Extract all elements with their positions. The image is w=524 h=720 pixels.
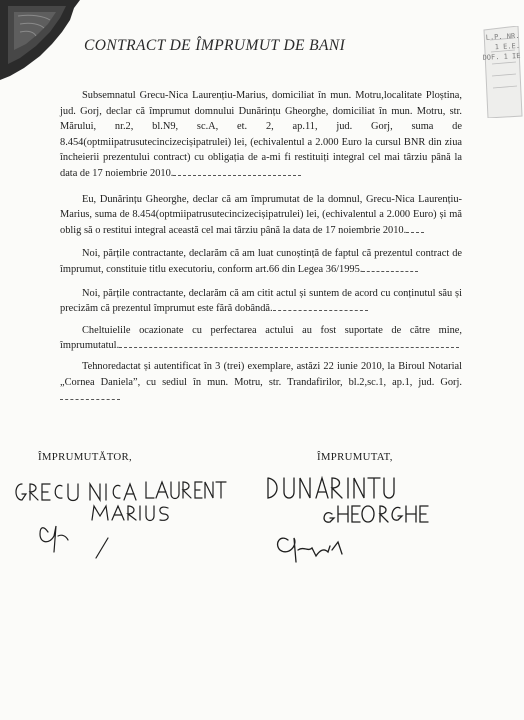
filler-line [119, 339, 459, 348]
paragraph-loan-declaration [60, 88, 462, 182]
filler-line [173, 167, 301, 176]
paragraph-borrower-declaration-text: Eu, Dunărințu Gheorghe, declar că am împrumutat de la domnul, Grecu-Nica Laurențiu-Marius, suma de 8.454(optmiipatrusutecincizecișipatrulei) lei, (echivalentul a 2.000 Euro) și mă oblig să o restitui integral această cel mai târziu până la data de 17 noiembrie 2010. [60, 193, 462, 236]
paragraph-expenses-text: Cheltuielile ocazionate cu perfectarea actului au fost suportate de către mine, împrumutatul. [60, 324, 462, 352]
filler-line [406, 224, 424, 233]
filler-line [60, 391, 120, 400]
paragraph-authentication [60, 359, 462, 406]
paragraph-expenses [60, 323, 462, 354]
filler-line [273, 302, 368, 311]
paragraph-enforceable-title [60, 246, 462, 277]
side-stamp-text: L.P. NR. 1 E.E. DOF. 1 IE [482, 31, 521, 62]
document-title: CONTRACT DE ÎMPRUMUT DE BANI [84, 37, 346, 54]
lender-handwritten-name [8, 474, 228, 564]
paragraph-authentication-text: Tehnoredactat și autentificat în 3 (trei) exemplare, astăzi 22 iunie 2010, la Biroul Notarial „Cornea Daniela”, cu sediul în mun. Motru, str. Trandafirilor, bl.2,sc.1, ap.1, jud. Gorj. [60, 360, 462, 388]
paragraph-borrower-declaration [60, 192, 462, 239]
borrower-signature-label: ÎMPRUMUTAT, [317, 451, 393, 463]
paragraph-enforceable-title-text: Noi, părțile contractante, declarăm că am luat cunoștință de faptul că prezentul contract de împrumut, constituie titlu executoriu, conform art.66 din Legea 36/1995. [60, 248, 462, 275]
filler-line [362, 263, 418, 272]
paragraph-no-interest-text: Noi, părțile contractante, declarăm că am citit actul și suntem de acord cu conținutul său și precizăm că prezentul împrumut este fără dobândă. [60, 287, 462, 315]
borrower-handwritten-name [258, 470, 448, 570]
lender-signature-label: ÎMPRUMUTĂTOR, [38, 451, 132, 463]
paragraph-loan-declaration-text: Subsemnatul Grecu-Nica Laurențiu-Marius, domiciliat în mun. Motru,localitate Ploștina, jud. Gorj, declar că împrumut domnului Dunărințu Gheorghe, domiciliat în mun. Motru, str. Mărului, nr.2, bl.N9, sc.A, et. 2, ap.11, jud. Gorj, suma de 8.454(optmiipatrusutecincizecișipatrulei) lei, (echivalentul a 2.000 Euro la cursul BNR din ziua încheierii prezentului contract) cu obligația de a-mi fi restituiți integral cel mai târziu până la data de 17 noiembrie 2010. [60, 90, 462, 179]
contract-body [60, 88, 462, 410]
corner-seal-mark [0, 0, 80, 80]
paragraph-no-interest [60, 286, 462, 317]
